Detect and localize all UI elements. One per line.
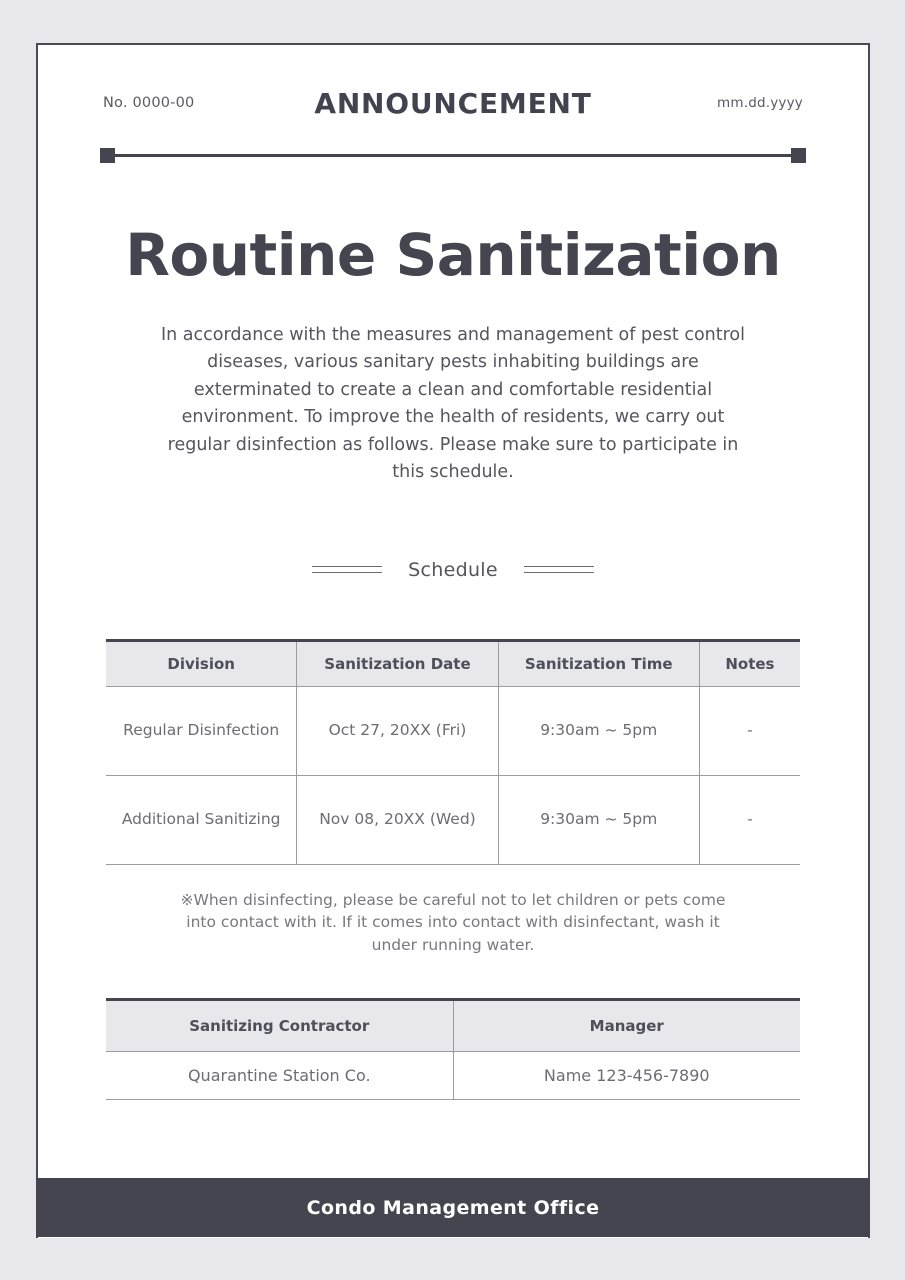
schedule-table-container: [106, 639, 800, 865]
cell-division: Regular Disinfection: [106, 686, 297, 775]
cell-time: 9:30am ~ 5pm: [498, 686, 699, 775]
contact-table-head: [106, 1000, 800, 1052]
document-number: No. 0000-00: [103, 95, 195, 111]
cell-division: Additional Sanitizing: [106, 775, 297, 864]
footer-label: Condo Management Office: [306, 1196, 600, 1219]
schedule-table-body: [106, 686, 800, 864]
column-header-manager: Manager: [453, 1000, 800, 1052]
rule-line: [115, 154, 791, 157]
schedule-table-head: [106, 640, 800, 686]
rule-cap-left-icon: [100, 148, 115, 163]
column-header-contractor: Sanitizing Contractor: [106, 1000, 453, 1052]
sheet-content: [38, 45, 868, 1238]
cell-manager-contact: Name 123-456-7890: [453, 1052, 800, 1100]
table-row: [106, 686, 800, 775]
table-header-row: [106, 1000, 800, 1052]
column-header-division: Division: [106, 640, 297, 686]
cell-date: Oct 27, 20XX (Fri): [297, 686, 498, 775]
contact-table-container: [106, 998, 800, 1100]
rule-cap-right-icon: [791, 148, 806, 163]
column-header-notes: Notes: [699, 640, 800, 686]
divider-rule-left-icon: [312, 566, 382, 573]
document-kicker: ANNOUNCEMENT: [314, 86, 592, 120]
column-header-time: Sanitization Time: [498, 640, 699, 686]
table-row: [106, 1052, 800, 1100]
cell-notes: -: [699, 686, 800, 775]
cell-time: 9:30am ~ 5pm: [498, 775, 699, 864]
document-footer: [36, 1178, 870, 1237]
document-date: mm.dd.yyyy: [717, 95, 803, 111]
column-header-date: Sanitization Date: [297, 640, 498, 686]
announcement-sheet: [36, 43, 870, 1238]
cell-date: Nov 08, 20XX (Wed): [297, 775, 498, 864]
cell-contractor-name: Quarantine Station Co.: [106, 1052, 453, 1100]
document-header: [68, 67, 838, 139]
divider-rule-right-icon: [524, 566, 594, 573]
schedule-table: [106, 639, 800, 865]
table-header-row: [106, 640, 800, 686]
table-row: [106, 775, 800, 864]
contact-table-body: [106, 1052, 800, 1100]
header-rule-bar: [100, 147, 806, 163]
table-note: ※When disinfecting, please be careful not to let children or pets come into contact with it. If it comes into contact with disinfectant, wash it under running water.: [180, 890, 726, 954]
schedule-divider: [68, 559, 838, 581]
cell-notes: -: [699, 775, 800, 864]
page-title: Routine Sanitization: [125, 221, 781, 289]
schedule-divider-label: Schedule: [408, 558, 498, 581]
contact-table: [106, 998, 800, 1100]
body-paragraph: In accordance with the measures and management of pest control diseases, various sanitary pests inhabiting buildings are exterminated to create a clean and comfortable residential environment. To improve the health of residents, we carry out regular disinfection as follows. Please make sure to participate in this schedule.: [160, 324, 745, 483]
